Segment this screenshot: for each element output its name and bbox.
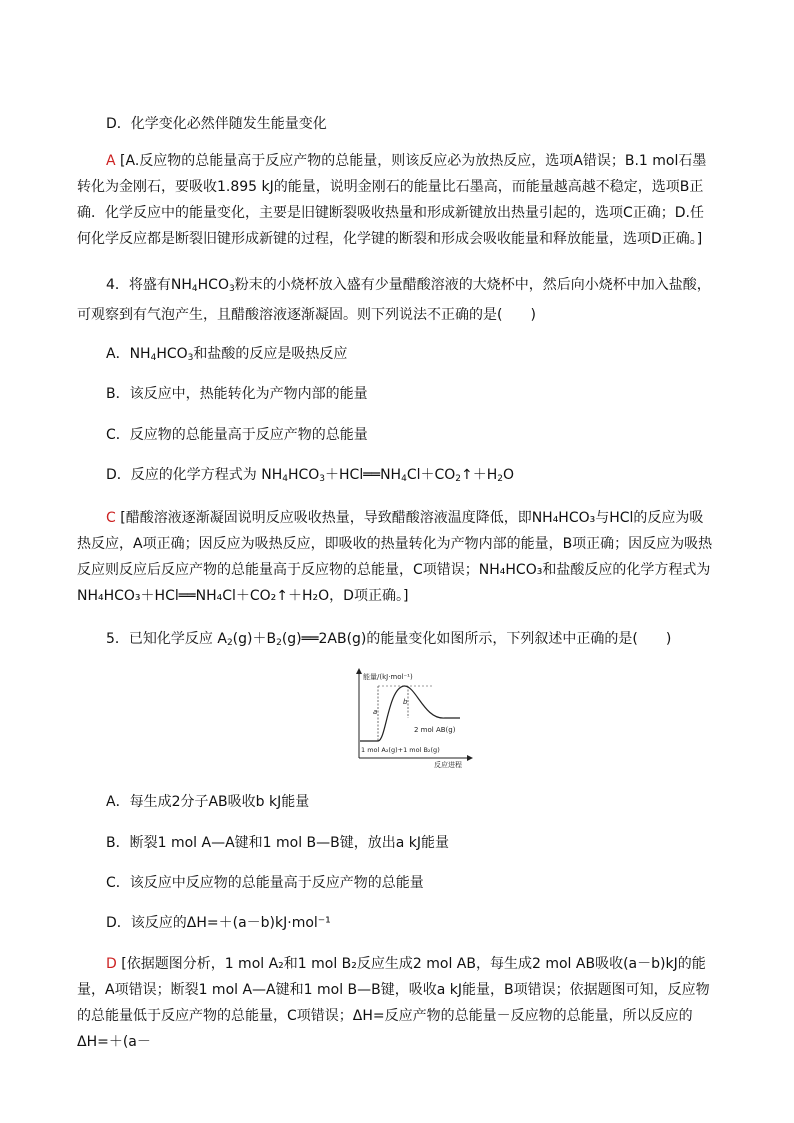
q3-answer bbox=[77, 148, 717, 252]
q4-answer bbox=[77, 505, 717, 609]
q3-option-d: D．化学变化必然伴随发生能量变化 bbox=[106, 116, 327, 132]
x-axis-label: 反应进程 bbox=[434, 761, 462, 769]
answer-letter: C bbox=[106, 510, 116, 526]
q4-option-d: D．反应的化学方程式为 $NH_4HCO_3+HCl══NH_4Cl+CO_2↑+H_2O$ bbox=[106, 467, 515, 484]
q5-answer bbox=[77, 951, 717, 1055]
q5-stem: 5．已知化学反应 $A_2(g)+B_2(g)══2AB(g)$的能量变化如图所示，下列叙述中正确的是( ) bbox=[106, 631, 672, 648]
q5-option-d: D．该反应的ΔH=＋(a－b)kJ·mol⁻¹ bbox=[106, 915, 331, 931]
answer-explanation: [A.反应物的总能量高于反应产物的总能量，则该反应必为放热反应，选项A错误；B.1 mol石墨转化为金刚石，要吸收1.895 kJ的能量，说明金刚石的能量比石墨高，而能量越高越不稳定，选项B正确．化学反应中的能量变化，主要是旧键断裂吸收热量和形成新键放出热量引起的，选项C正确；D.任何化学反应都是断裂旧键形成新键的过程，化学键的断裂和形成会吸收能量和释放能量，选项D正确。] bbox=[77, 153, 707, 247]
q5-option-b: B．断裂1 mol A—A键和1 mol B—B键，放出a kJ能量 bbox=[106, 835, 450, 851]
q4-option-a: A．$NH_4HCO_3$和盐酸的反应是吸热反应 bbox=[106, 346, 348, 363]
q4-option-c: C．反应物的总能量高于反应产物的总能量 bbox=[106, 427, 368, 443]
label-reactant: 1 mol A₂(g)+1 mol B₂(g) bbox=[361, 746, 440, 754]
answer-explanation: [醋酸溶液逐渐凝固说明反应吸收热量，导致醋酸溶液温度降低，即NH₄HCO₃与HCl的反应为吸热反应，A项正确；因反应为吸热反应，即吸收的热量转化为产物内部的能量，B项正确；因反应为吸热反应则反应后反应产物的总能量高于反应物的总能量，C项错误；NH₄HCO₃和盐酸反应的化学方程式为 NH₄HCO₃＋HCl══NH₄Cl＋CO₂↑＋H₂O，D项正确。] bbox=[77, 510, 713, 604]
q4-option-b: B．该反应中，热能转化为产物内部的能量 bbox=[106, 386, 368, 402]
y-axis-label: 能量/(kJ·mol⁻¹) bbox=[363, 673, 413, 681]
q5-option-c: C．该反应中反应物的总能量高于反应产物的总能量 bbox=[106, 875, 424, 891]
answer-explanation: [依据题图分析，1 mol A₂和1 mol B₂反应生成2 mol AB，每生成2 mol AB吸收(a－b)kJ的能量，A项错误；断裂1 mol A—A键和1 mol B—B键，吸收a kJ能量，B项错误；依据题图可知，反应物的总能量低于反应产物的总能量，C项错误；ΔH=反应产物的总能量－反应物的总能量，所以反应的ΔH=＋(a－ bbox=[77, 956, 710, 1050]
q5-option-a: A．每生成2分子AB吸收b kJ能量 bbox=[106, 794, 310, 810]
q4-stem: 4．将盛有$NH_4HCO_3$粉末的小烧杯放入盛有少量醋酸溶液的大烧杯中，然后向小烧杯中加入盐酸，可观察到有气泡产生，且醋酸溶液逐渐凝固。则下列说法不正确的是( ) bbox=[77, 277, 711, 323]
label-a: a bbox=[373, 708, 378, 716]
answer-letter: A bbox=[106, 153, 116, 169]
energy-diagram bbox=[350, 668, 475, 770]
answer-letter: D bbox=[106, 956, 117, 972]
label-b: b bbox=[403, 698, 408, 706]
label-product: 2 mol AB(g) bbox=[414, 726, 456, 734]
